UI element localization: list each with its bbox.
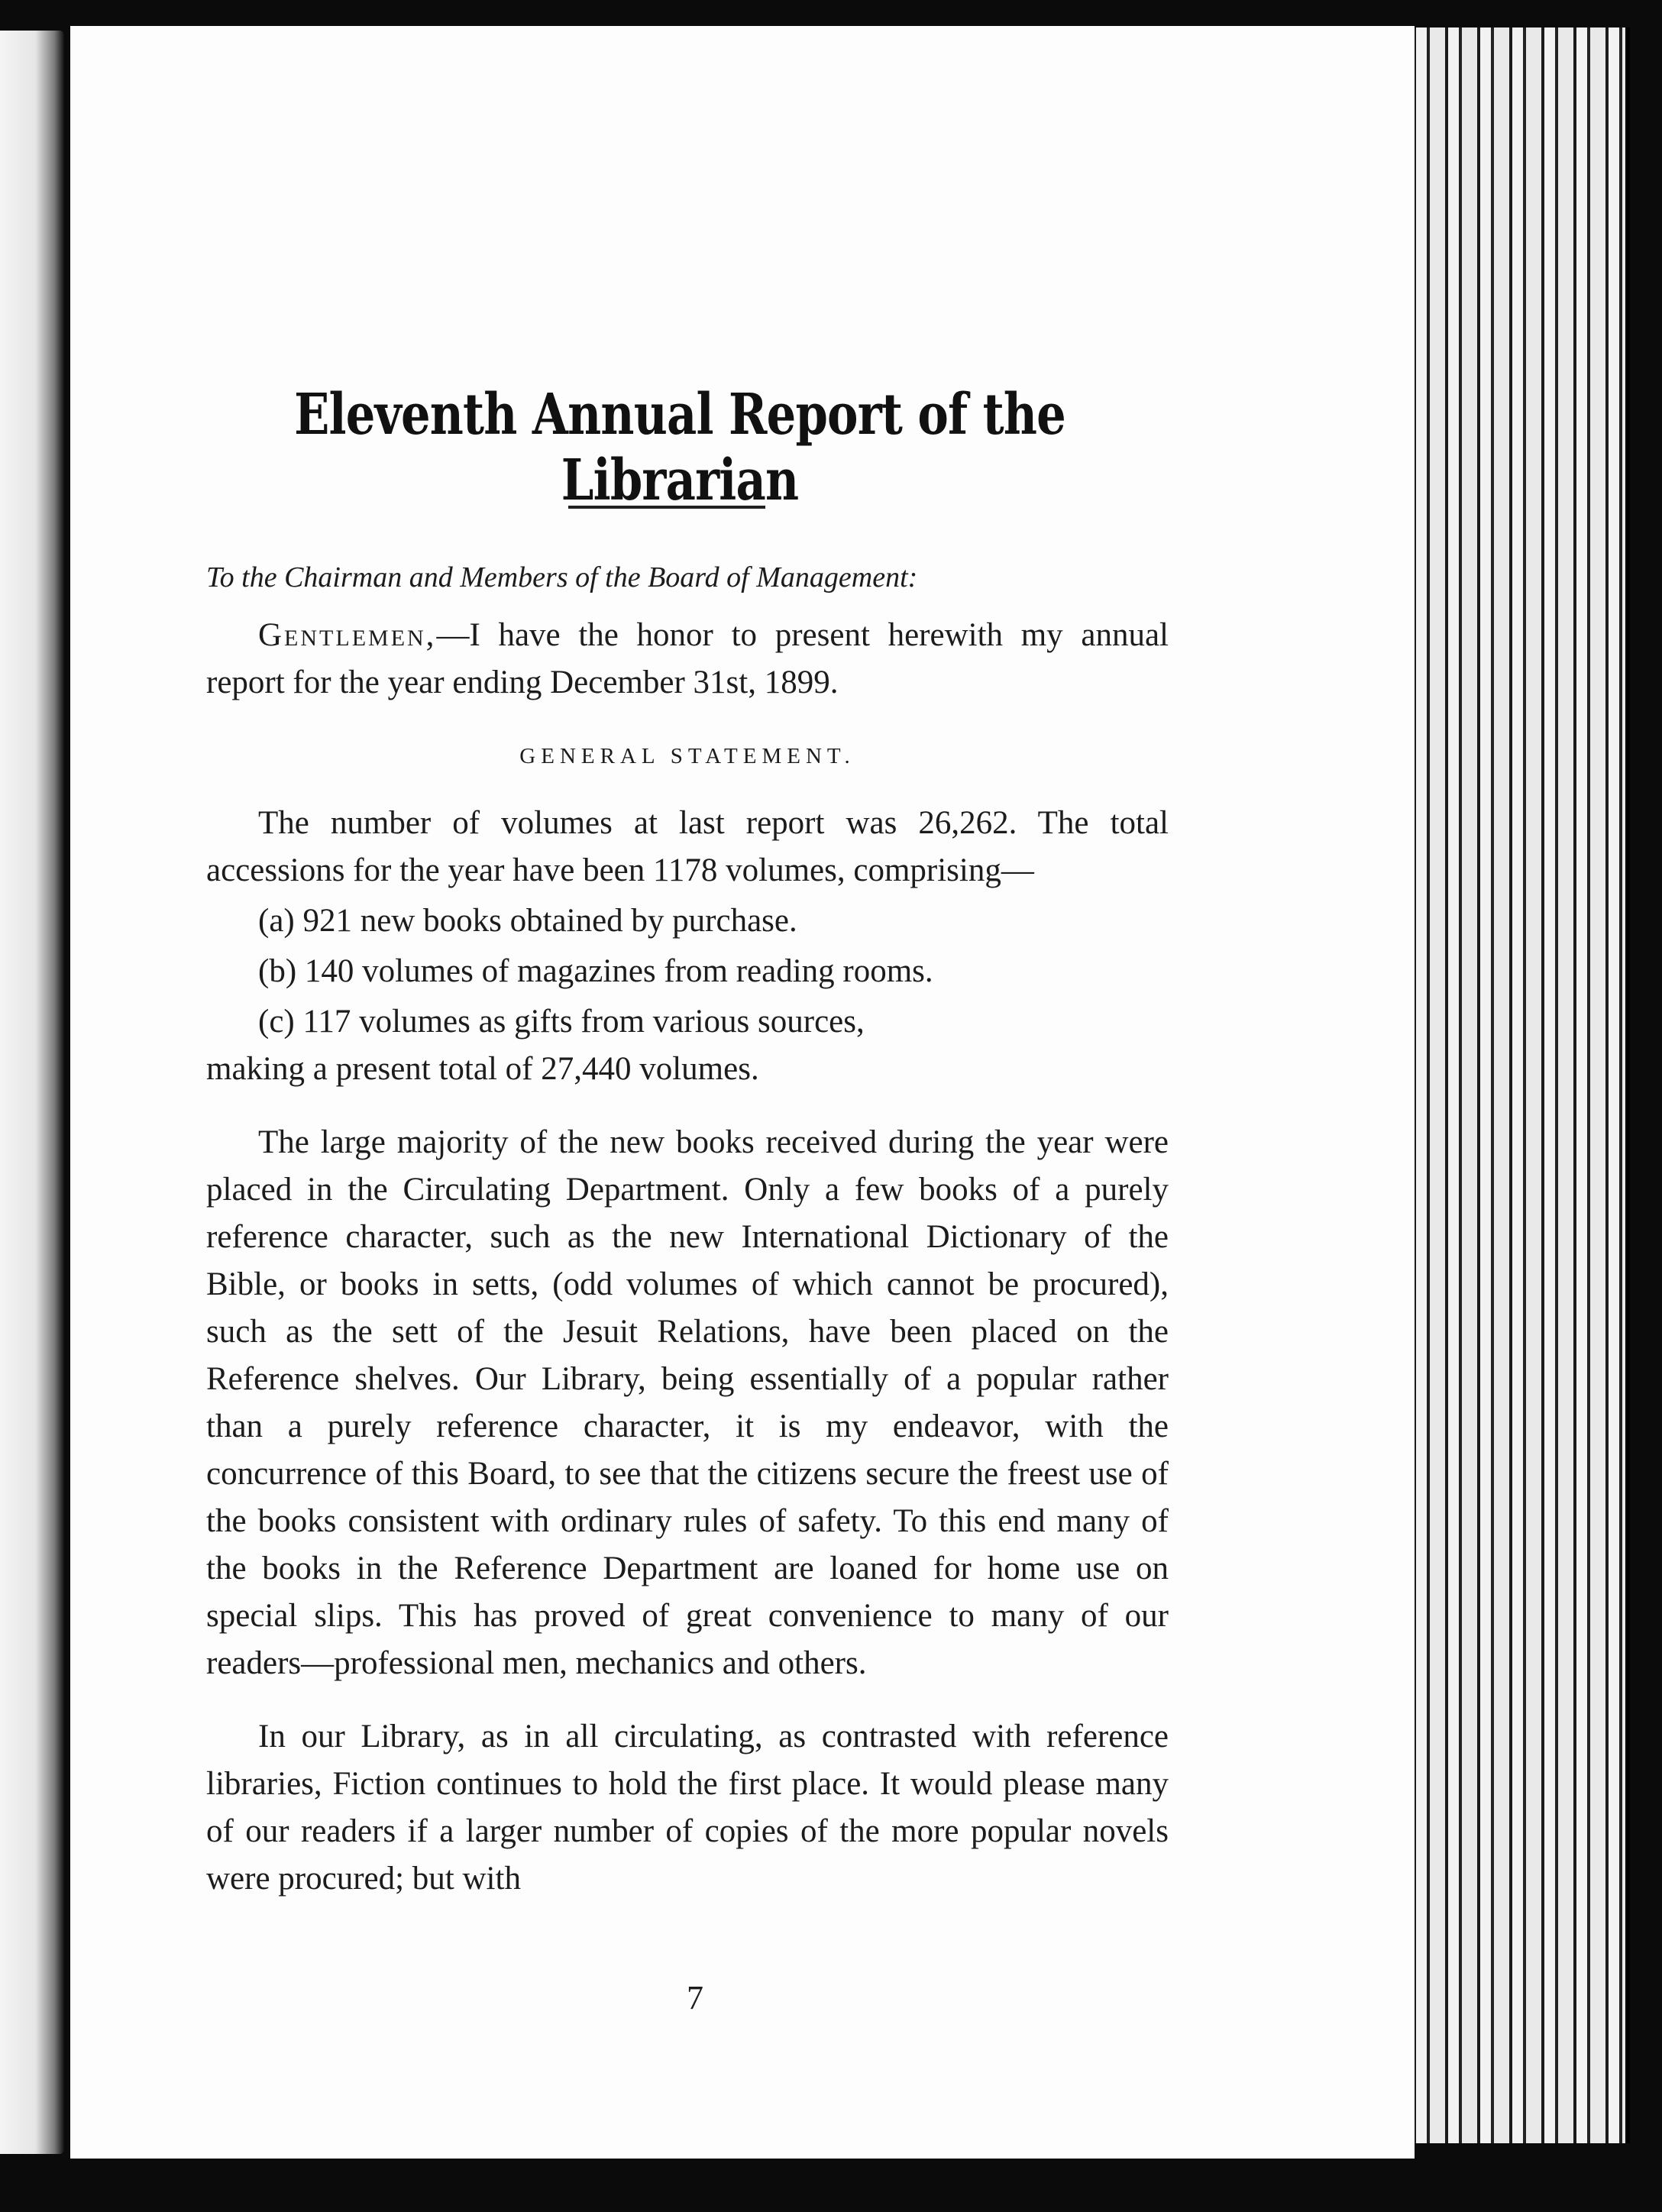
list-item-c: (c) 117 volumes as gifts from various sources,	[258, 1004, 865, 1040]
opening-paragraph	[206, 612, 1169, 707]
title-divider	[568, 506, 765, 509]
greeting: Gentlemen,	[258, 617, 437, 653]
list-item-a: (a) 921 new books obtained by purchase.	[258, 903, 797, 939]
paragraph-circulating: The large majority of the new books received during the year were placed in the Circulating Department. Only a few books of a purely reference character, such as the new International Dictionary of the Bible, or books in setts, (odd volumes of which cannot be procured), such as the sett of the Jesuit Relations, have been placed on the Reference shelves. Our Library, being essentially of a popular rather than a purely reference character, it is my endeavor, with the concurrence of this Board, to see that the citizens secure the freest use of the books consistent with ordinary rules of safety. To this end many of the books in the Reference Department are loaned for home use on special slips. This has proved of great convenience to many of our readers—professional men, mechanics and others.	[206, 1124, 1169, 1681]
list-item-b: (b) 140 volumes of magazines from reading rooms.	[258, 953, 933, 989]
list-continuation: making a present total of 27,440 volumes.	[206, 1051, 759, 1087]
opening-text: —I have the honor to present herewith my annual report for the year ending December 31st, 1899.	[206, 617, 1169, 700]
paragraph-fiction: In our Library, as in all circulating, as contrasted with reference libraries, Fiction continues to hold the first place. It would please many of our readers if a larger number of copies of the more popular novels were procured; but with	[206, 1719, 1169, 1897]
section-heading: GENERAL STATEMENT.	[519, 744, 855, 768]
paragraph-accessions: The number of volumes at last report was 26,262. The total accessions for the year have been 1178 volumes, comprising—	[206, 805, 1169, 888]
book-page-edges	[1384, 27, 1630, 2143]
salutation: To the Chairman and Members of the Board of Management:	[206, 561, 918, 593]
page-number: 7	[687, 1979, 703, 2016]
facing-page-edge	[0, 31, 64, 2154]
report-title: Eleventh Annual Report of the Librarian	[294, 382, 1065, 513]
report-body	[206, 554, 1169, 1903]
